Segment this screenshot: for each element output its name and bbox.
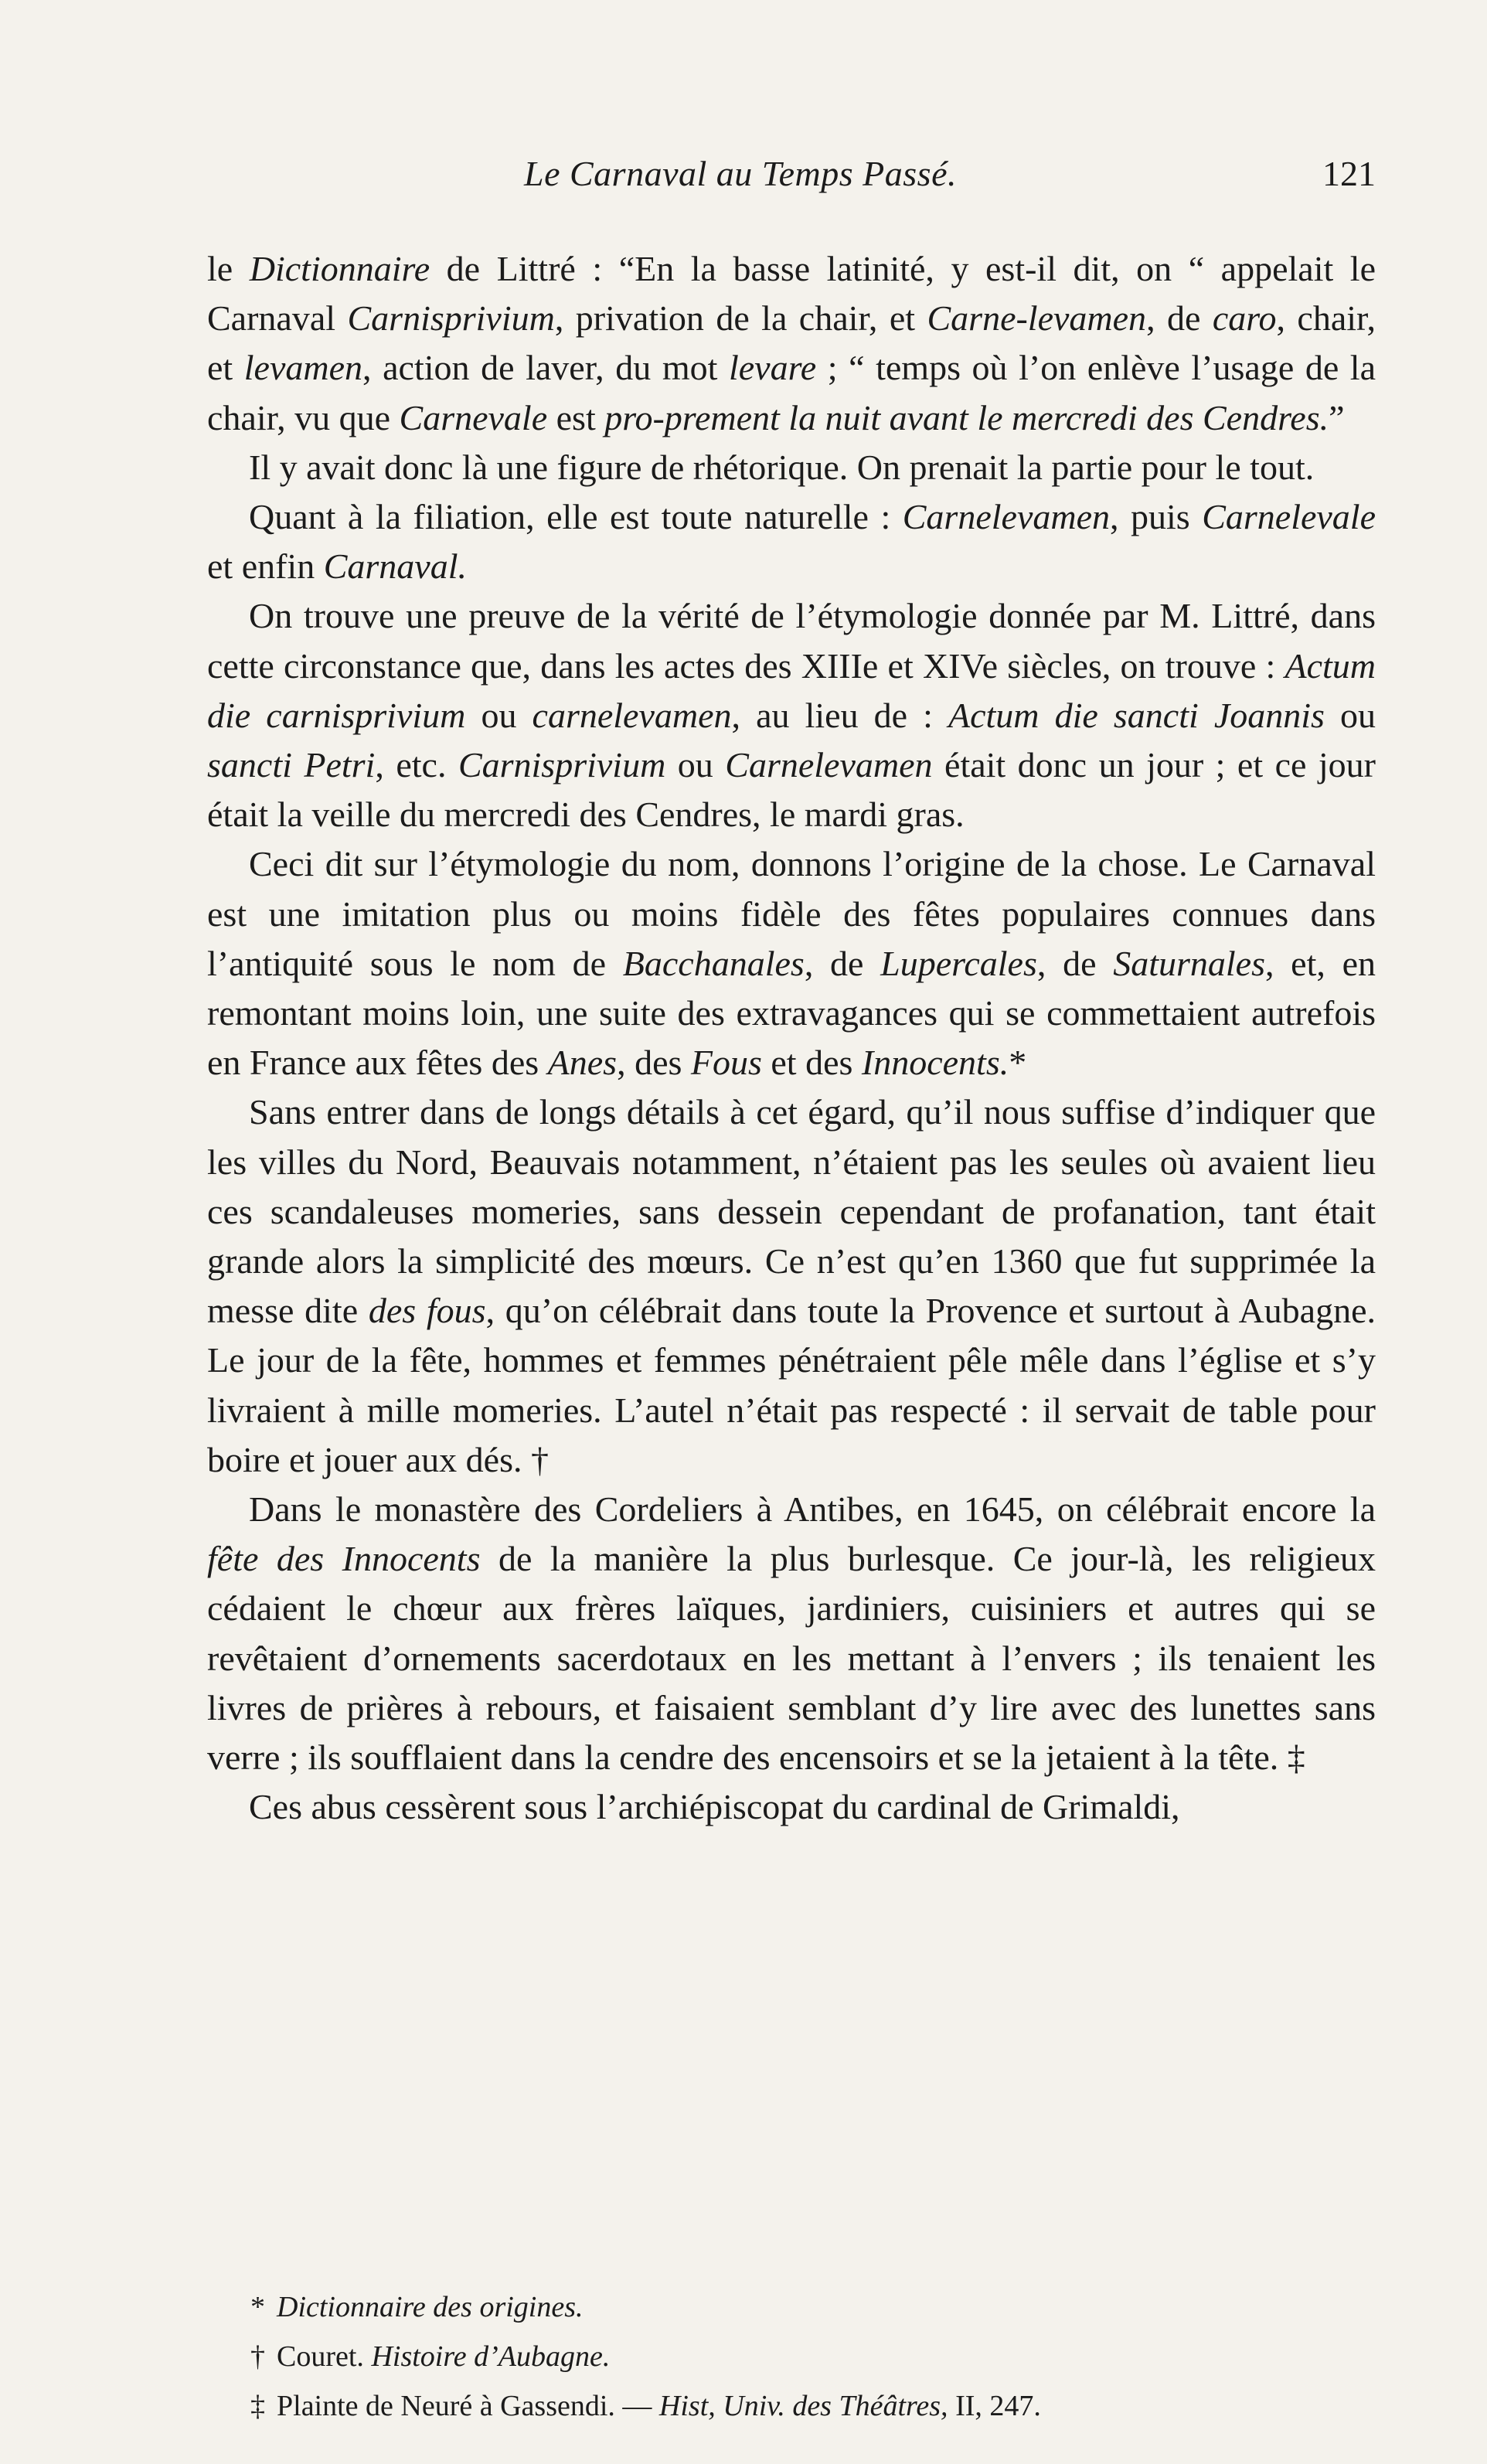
running-title: Le Carnaval au Temps Passé. — [524, 154, 957, 193]
footnote-mark: * — [250, 2291, 265, 2323]
text-run: , au lieu de : — [731, 695, 949, 735]
text-run: , et, en remontant moins loin, une suite des extravagances qui se commettaient autrefois en France aux fêtes des — [207, 943, 1376, 1083]
text-run: ou — [465, 695, 533, 735]
italic-run: Carnisprivium — [458, 745, 666, 785]
text-run: II, 247. — [948, 2390, 1041, 2422]
text-run: Ceci dit sur l’étymologie du nom, donnons l’origine de la chose. Le Carnaval est une imitation plus ou moins fidèle des fêtes populaires connues dans l’antiquité sous le nom de — [207, 844, 1376, 983]
italic-run: Actum die sancti Joannis — [948, 695, 1325, 735]
text-run: ou — [1324, 695, 1376, 735]
text-run: , de — [1146, 298, 1213, 339]
italic-run: des fous — [368, 1291, 486, 1331]
text-run: ” — [1329, 397, 1345, 437]
text-run: , action de laver, du mot — [362, 348, 729, 388]
italic-run: Dictionnaire — [249, 249, 430, 288]
text-run: est — [547, 397, 605, 437]
italic-run: fête des Innocents — [207, 1539, 481, 1579]
text-run: Il y avait donc là une figure de rhétorique. On prenait la partie pour le tout. — [249, 447, 1315, 487]
italic-run: Hist, Univ. des Théâtres, — [658, 2390, 948, 2422]
footnote — [250, 2332, 1332, 2381]
footnote-mark: ‡ — [250, 2390, 265, 2422]
text-run: Plainte de Neuré à Gassendi. — — [277, 2390, 659, 2422]
italic-run: sancti Petri — [207, 745, 376, 785]
text-run: et enfin — [207, 546, 324, 587]
italic-run: levamen — [243, 348, 363, 388]
italic-run: carnelevamen — [532, 695, 732, 735]
paragraph-dictionary-quote — [207, 244, 1376, 443]
paragraph-filiation — [207, 492, 1376, 591]
paragraph-rhetoric — [207, 443, 1376, 492]
body-text — [207, 244, 1376, 1833]
text-run: , qu’on célébrait dans toute la Provence et surtout à Aubagne. Le jour de la fête, hommes et femmes pénétraient pêle mêle dans l’église et s’y livraient à mille momeries. L’autel n’était pas respecté : il servait de table pour boire et jouer aux dés. † — [207, 1291, 1376, 1479]
italic-run: Bacchanales — [622, 943, 805, 983]
page-number: 121 — [1322, 154, 1376, 193]
footnote-mark: † — [250, 2340, 265, 2373]
italic-run: Lupercales — [880, 943, 1037, 983]
italic-run: levare — [728, 348, 817, 388]
text-run: ; “ temps où l’on enlève l’usage de la chair, vu que — [207, 348, 1376, 437]
text-run: ou — [665, 745, 726, 785]
text-run: , des — [617, 1043, 691, 1083]
footnote — [250, 2282, 1332, 2332]
text-run: de la manière la plus burlesque. Ce jour-là, les religieux cédaient le chœur aux frères laïques, jardiniers, cuisiniers et autres qui se revêtaient d’ornements sacerdotaux en les mettant à l’envers ; ils tenaient les livres de prières à rebours, et faisaient semblant d’y lire avec des lunettes sans verre ; ils soufflaient dans la cendre des encensoirs et se la jetaient à la tête. ‡ — [207, 1539, 1376, 1778]
italic-run: Dictionnaire des origines. — [277, 2291, 584, 2323]
text-run: , de — [804, 943, 881, 983]
text-run: Couret. — [277, 2340, 372, 2373]
text-run: Sans entrer dans de longs détails à cet égard, qu’il nous suffise d’indiquer que les villes du Nord, Beauvais notamment, n’étaient pas les seules où avaient lieu ces scandaleuses momeries, sans dessein cependant de profanation, tant était grande alors la simplicité des mœurs. Ce n’est qu’en 1360 que fut supprimée la messe dite — [207, 1092, 1376, 1331]
text-run: Ces abus cessèrent sous l’archiépiscopat du cardinal de Grimaldi, — [249, 1787, 1180, 1827]
italic-run: Saturnales — [1113, 943, 1265, 983]
text-run: * — [1009, 1043, 1027, 1083]
text-run: On trouve une preuve de la vérité de l’étymologie donnée par M. Littré, dans cette circonstance que, dans les actes des XIIIe et XIVe siècles, on trouve : — [207, 596, 1376, 686]
italic-run: Actum die carnisprivium — [207, 645, 1376, 735]
italic-run: Carnelevamen — [725, 745, 933, 785]
text-run: , etc. — [375, 745, 458, 785]
text-run: Quant à la filiation, elle est toute naturelle : — [249, 497, 903, 537]
footnotes — [250, 2282, 1332, 2431]
italic-run: caro — [1212, 298, 1277, 339]
italic-run: Carnelevamen — [902, 497, 1111, 537]
paragraph-grimaldi — [207, 1782, 1376, 1832]
italic-run: pro-prement la nuit avant le mercredi des Cendres. — [604, 397, 1329, 437]
paragraph-aubagne — [207, 1087, 1376, 1485]
paragraph-antibes — [207, 1485, 1376, 1782]
italic-run: Carnevale — [399, 397, 548, 437]
italic-run: Anes — [547, 1043, 618, 1083]
footnote — [250, 2381, 1332, 2431]
text-run: était donc un jour ; et ce jour était la veille du mercredi des Cendres, le mardi gras. — [207, 745, 1376, 835]
text-run: de Littré : “En la basse latinité, y est-il dit, on “ appelait le Carnaval — [207, 249, 1376, 339]
text-run: , chair, et — [207, 298, 1376, 388]
italic-run: Histoire d’Aubagne. — [371, 2340, 611, 2373]
text-run: le — [207, 249, 250, 288]
text-run: , puis — [1110, 497, 1203, 537]
italic-run: Innocents. — [861, 1043, 1009, 1083]
italic-run: Carnisprivium — [347, 298, 555, 339]
text-run: , privation de la chair, et — [554, 298, 927, 339]
running-header — [207, 147, 1376, 209]
paragraph-origin — [207, 839, 1376, 1087]
italic-run: Carne-levamen — [927, 298, 1147, 339]
paragraph-etymology-proof — [207, 591, 1376, 839]
text-run: Dans le monastère des Cordeliers à Antibes, en 1645, on célébrait encore la — [249, 1489, 1376, 1530]
text-run: et des — [761, 1043, 862, 1083]
italic-run: Carnelevale — [1202, 497, 1376, 537]
italic-run: Carnaval. — [323, 546, 467, 587]
italic-run: Fous — [690, 1043, 762, 1083]
book-page — [207, 147, 1376, 2450]
text-run: , de — [1036, 943, 1114, 983]
